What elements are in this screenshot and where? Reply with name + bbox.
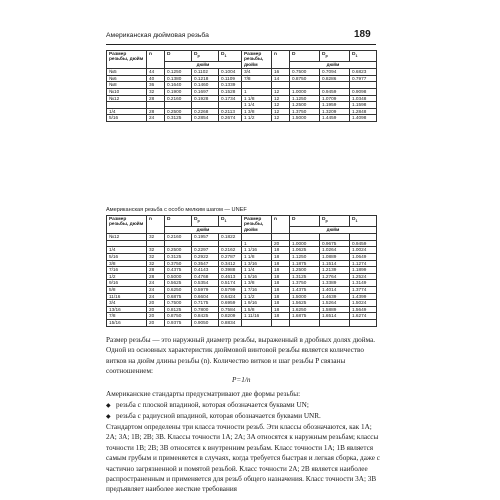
table-cell: 0.8425 (192, 313, 219, 320)
col-header-n-right: n (272, 216, 290, 234)
table-row (107, 75, 377, 82)
table-row (107, 115, 377, 122)
table-cell: 0.8286 (320, 75, 350, 82)
col-header-size: Размер резьбы, дюйм (107, 51, 147, 69)
table-cell: 18 (272, 306, 290, 313)
table-cell: 0.6250 (165, 286, 192, 293)
table-cell: 1.4375 (290, 286, 320, 293)
table-cell: 20 (147, 306, 165, 313)
table-cell: 32 (147, 254, 165, 261)
table-cell: 12 (272, 95, 290, 102)
table-cell: №8 (107, 82, 147, 89)
table-cell: 1 3/16 (242, 260, 272, 267)
table-row (107, 300, 377, 307)
table-cell (107, 240, 147, 247)
table-cell: 1.0348 (350, 95, 377, 102)
table-cell (147, 240, 165, 247)
table-cell: 1.5625 (290, 300, 320, 307)
table-cell: 0.9050 (192, 319, 219, 326)
table-cell (320, 82, 350, 89)
table-cell: 1.1514 (320, 260, 350, 267)
page-number: 189 (354, 29, 371, 40)
table-cell (350, 234, 377, 241)
bullet-diamond-icon: ◆ (106, 403, 111, 409)
table-cell: 0.8209 (219, 313, 242, 320)
table-cell: 1.3125 (290, 273, 320, 280)
table-cell: 0.1250 (165, 69, 192, 76)
table-row (107, 260, 377, 267)
table-cell: 0.1640 (165, 82, 192, 89)
table-cell: 7/8 (242, 75, 272, 82)
table-cell: 12 (272, 115, 290, 122)
table-row (107, 89, 377, 96)
table-cell: 1 11/16 (242, 313, 272, 320)
table-row (107, 247, 377, 254)
unit-label-right: дюйм (290, 61, 377, 69)
table-cell: 0.1697 (192, 89, 219, 96)
table-cell: 0.6424 (219, 293, 242, 300)
table-cell: 0.7800 (192, 306, 219, 313)
table-cell: 15/16 (107, 319, 147, 326)
table-cell: 0.6875 (165, 293, 192, 300)
table-cell (320, 319, 350, 326)
table-cell: 1.0264 (320, 247, 350, 254)
table-cell: 0.2787 (219, 254, 242, 261)
table-cell: 0.7500 (165, 300, 192, 307)
table-cell: 1.6250 (290, 306, 320, 313)
col-header-d1: $D_1$ (219, 51, 242, 62)
table-cell: 18 (272, 247, 290, 254)
table-cell: 28 (147, 273, 165, 280)
table-cell: 18 (272, 286, 290, 293)
table-cell: 1.1899 (350, 267, 377, 274)
table-cell (272, 319, 290, 326)
table-cell: 0.1339 (219, 82, 242, 89)
table-cell: 1 1/4 (242, 267, 272, 274)
table-cell: 28 (147, 108, 165, 115)
table-cell: 0.1900 (165, 89, 192, 96)
table-row (107, 254, 377, 261)
table-cell: 0.2500 (165, 108, 192, 115)
table-cell: 1.1875 (290, 260, 320, 267)
table-cell: 1 3/8 (242, 280, 272, 287)
table-cell: 1 (242, 240, 272, 247)
table-cell: 7/16 (107, 267, 147, 274)
table-cell: 1.2524 (350, 273, 377, 280)
table-cell: 0.3547 (192, 260, 219, 267)
paragraph-accuracy-classes: Стандартом определены три класса точности резьб. Эти классы обозначаются, как 1A; 2A; 3A; 1B; 2B; 3B. Классы точности 1A; 2A; 3A относятся к наружным резьбам; классы точности 1B; 2B; 3B относятся к внутренним резьбам. Класс точности 1A; 1B является самым грубым и применяется в случаях, когда требуется быстрая и легкая сборка, даже с частично загрязненной и помятой резьбой. Класс точности 2A; 2B является наиболее распространенным и применяется для резьб общего назначения. Класс точности 3A; 3B предъявляет наиболее жесткие требования (106, 423, 380, 494)
table-cell (350, 319, 377, 326)
table-cell: 1/4 (107, 108, 147, 115)
table-cell: 1.0000 (290, 89, 320, 96)
table-cell (165, 102, 192, 109)
table-row (107, 280, 377, 287)
table-cell: 0.2162 (219, 247, 242, 254)
table-cell: 3/8 (107, 260, 147, 267)
table-cell: 24 (147, 115, 165, 122)
table-cell: 1.0889 (320, 254, 350, 261)
table-cell (290, 319, 320, 326)
table-cell: 1.5000 (290, 115, 320, 122)
table-cell: 0.6823 (350, 69, 377, 76)
table-cell: 28 (147, 95, 165, 102)
table-row (107, 240, 377, 247)
table-cell: 1.4459 (320, 115, 350, 122)
table-cell: 0.2297 (192, 247, 219, 254)
table-cell: 1 3/8 (242, 108, 272, 115)
table-row (107, 293, 377, 300)
table-cell: 3/4 (107, 300, 147, 307)
table-cell: 1/4 (107, 247, 147, 254)
col-header-d1-right: $D_1$ (350, 216, 377, 227)
table-cell: 0.3750 (165, 260, 192, 267)
table-cell: 0.7175 (192, 300, 219, 307)
formula-pitch: P=1/n (232, 376, 251, 384)
table-row (107, 313, 377, 320)
table-cell: 0.9459 (350, 240, 377, 247)
table-cell: 1.5024 (350, 300, 377, 307)
table-cell (147, 102, 165, 109)
table-cell: 1.2139 (320, 267, 350, 274)
table-cell (290, 234, 320, 241)
table-cell: 1.0024 (350, 247, 377, 254)
table-cell: 24 (147, 280, 165, 287)
table-cell: 1.0709 (320, 95, 350, 102)
table-cell: 1 1/2 (242, 293, 272, 300)
table-cell: 0.2922 (192, 254, 219, 261)
table-cell: 0.1102 (192, 69, 219, 76)
table-cell: 0.2854 (192, 115, 219, 122)
table-cell: 0.2113 (219, 108, 242, 115)
table-cell: 1 1/4 (242, 102, 272, 109)
table-row (107, 95, 377, 102)
table-cell: №6 (107, 75, 147, 82)
table-cell: 0.3412 (219, 260, 242, 267)
table-cell: 40 (147, 75, 165, 82)
table-cell: 1.5264 (320, 300, 350, 307)
unit-label-right: дюйм (290, 226, 377, 234)
table-cell: 18 (272, 280, 290, 287)
table-cell (165, 240, 192, 247)
col-header-d-right: D (290, 216, 320, 227)
table-row (107, 102, 377, 109)
table-cell: 18 (272, 313, 290, 320)
table-cell: 1.6514 (320, 313, 350, 320)
table-cell: 0.5000 (165, 273, 192, 280)
table-cell: 20 (147, 300, 165, 307)
table-cell: 0.5174 (219, 280, 242, 287)
col-header-dp: $D_p$ (192, 216, 219, 227)
table-cell (290, 82, 320, 89)
col-header-d1: $D_1$ (219, 216, 242, 227)
table-cell: 0.4375 (165, 267, 192, 274)
table-cell: 0.9098 (350, 89, 377, 96)
table-cell: 1 7/16 (242, 286, 272, 293)
table-cell: 1.1250 (290, 254, 320, 261)
table-cell (242, 319, 272, 326)
running-title: Американская дюймовая резьба (106, 32, 209, 39)
table-cell (242, 82, 272, 89)
paragraph-thread-forms: Американские стандарты предусматривают две формы резьбы: (106, 390, 301, 398)
table-cell: 5/16 (107, 115, 147, 122)
table-cell: 32 (147, 260, 165, 267)
table-cell: 0.7977 (350, 75, 377, 82)
table-row (107, 108, 377, 115)
table-cell: 24 (147, 293, 165, 300)
bullet-diamond-icon: ◆ (106, 414, 111, 420)
table-cell: 1/2 (107, 273, 147, 280)
table-cell: 0.8125 (165, 306, 192, 313)
table-cell: 1.4098 (350, 115, 377, 122)
table-cell: 1 1/16 (242, 247, 272, 254)
table-cell: 18 (272, 300, 290, 307)
table-cell: 12 (272, 102, 290, 109)
thread-table-unc (106, 50, 377, 122)
col-header-n-right: n (272, 51, 290, 69)
table-cell: 0.5799 (219, 286, 242, 293)
table-cell: 36 (147, 82, 165, 89)
table-cell: 1.5649 (350, 306, 377, 313)
table-cell: 1 (242, 89, 272, 96)
table-cell: 18 (272, 273, 290, 280)
table-cell: 0.9675 (320, 240, 350, 247)
table-cell: 13/16 (107, 306, 147, 313)
table-cell: 0.6959 (219, 300, 242, 307)
table-cell: №12 (107, 95, 147, 102)
table-cell: 0.1528 (219, 89, 242, 96)
col-header-dp-right: $D_p$ (320, 216, 350, 227)
table-cell: 0.2160 (165, 234, 192, 241)
table-cell: 1 5/8 (242, 306, 272, 313)
table-cell (219, 240, 242, 247)
table-cell (192, 240, 219, 247)
table-cell: 1.4014 (320, 286, 350, 293)
table-cell: 0.7584 (219, 306, 242, 313)
table-cell: 0.3125 (165, 115, 192, 122)
table-cell: 1.5000 (290, 293, 320, 300)
unit-label: дюйм (165, 226, 242, 234)
table-cell: 1.1959 (320, 102, 350, 109)
table-cell: 32 (147, 234, 165, 241)
table-cell (192, 102, 219, 109)
table-cell: 1.2848 (350, 108, 377, 115)
table-row (107, 82, 377, 89)
page-header (106, 31, 376, 45)
table-cell: 16 (272, 69, 290, 76)
table-cell: 1 9/16 (242, 300, 272, 307)
table-cell: 18 (272, 267, 290, 274)
table-cell: 12 (272, 89, 290, 96)
table-cell: 7/8 (107, 313, 147, 320)
table-cell: 1.0000 (290, 240, 320, 247)
table-cell (272, 234, 290, 241)
table-cell: 20 (147, 319, 165, 326)
table-cell: 28 (147, 267, 165, 274)
table-cell: 1.2764 (320, 273, 350, 280)
table-cell: 0.4613 (219, 273, 242, 280)
col-header-dp-right: $D_p$ (320, 51, 350, 62)
table-cell: 18 (272, 293, 290, 300)
bullet-text: резьба с плоской впадиной, которая обозначается буквами UN; (116, 401, 309, 409)
table-cell: 5/16 (107, 254, 147, 261)
table-row (107, 286, 377, 293)
table-row (107, 234, 377, 241)
table-cell: 18 (272, 254, 290, 261)
table-cell: 1.3209 (320, 108, 350, 115)
table-cell: 3/4 (242, 69, 272, 76)
col-header-d1-right: $D_1$ (350, 51, 377, 62)
col-header-size-right: Размер резьбы, дюйм (242, 51, 272, 69)
col-header-dp: $D_p$ (192, 51, 219, 62)
col-header-d-right: D (290, 51, 320, 62)
table-cell: 0.5979 (192, 286, 219, 293)
col-header-n: n (147, 51, 165, 69)
col-header-size-right: Размер резьбы, дюйм (242, 216, 272, 234)
table-cell: 20 (147, 313, 165, 320)
table-cell: 12 (272, 108, 290, 115)
table-cell: 1.0649 (350, 254, 377, 261)
table-cell: 1.3750 (290, 280, 320, 287)
table-cell: 1.3149 (350, 280, 377, 287)
table-cell: 0.9375 (165, 319, 192, 326)
table-cell: 24 (147, 286, 165, 293)
col-header-n: n (147, 216, 165, 234)
table-cell: 0.1380 (165, 75, 192, 82)
table-cell (242, 234, 272, 241)
table-cell: 1 1/8 (242, 254, 272, 261)
table-cell (350, 82, 377, 89)
table-cell: 1.1274 (350, 260, 377, 267)
bullet-item-un (106, 400, 309, 411)
table-row (107, 69, 377, 76)
table-cell: 1.1250 (290, 95, 320, 102)
table-cell: 1.6875 (290, 313, 320, 320)
bullet-text: резьба с радиусной впадиной, которая обозначается буквами UNR. (116, 412, 321, 420)
table-cell: 5/8 (107, 286, 147, 293)
table-cell: 0.3988 (219, 267, 242, 274)
table-cell: 0.2674 (219, 115, 242, 122)
table-cell: 1 5/16 (242, 273, 272, 280)
paragraph-thread-size: Размер резьбы — это наружный диаметр резьбы, выраженный в дробных долях дюйма. Одной из основных характеристик дюймовой винтовой резьбы является количество витков на дюйм длины резьбы (n). Количество витков и шаг резьбы P связаны соотношением: (106, 336, 376, 376)
table-row (107, 306, 377, 313)
table-cell: 1.4639 (320, 293, 350, 300)
table-cell: 14 (272, 75, 290, 82)
table-cell: 1.3750 (290, 108, 320, 115)
table-cell: №10 (107, 89, 147, 96)
table-cell (320, 234, 350, 241)
bullet-item-unr (106, 411, 321, 422)
table-cell: 0.1004 (219, 69, 242, 76)
table-cell: 0.8750 (165, 313, 192, 320)
table-cell: 0.2500 (165, 247, 192, 254)
table-row (107, 267, 377, 274)
table-cell: 1.2500 (290, 267, 320, 274)
table-cell: 1.3774 (350, 286, 377, 293)
table-cell: 0.1928 (192, 95, 219, 102)
table-cell: 0.9459 (320, 89, 350, 96)
table-cell: 1 1/8 (242, 95, 272, 102)
table-cell: 1.0625 (290, 247, 320, 254)
table-cell: 0.5625 (165, 280, 192, 287)
table-cell: 0.8834 (219, 319, 242, 326)
table-cell: 20 (272, 240, 290, 247)
table-cell: 1.1598 (350, 102, 377, 109)
col-header-d: D (165, 51, 192, 62)
table-cell: 0.2268 (192, 108, 219, 115)
table-cell: 0.3125 (165, 254, 192, 261)
table-cell: 0.7094 (320, 69, 350, 76)
table-cell (107, 102, 147, 109)
table-cell: 1.2500 (290, 102, 320, 109)
table-cell (272, 82, 290, 89)
table-cell: 0.4143 (192, 267, 219, 274)
table-cell: 18 (272, 260, 290, 267)
table-cell: 32 (147, 247, 165, 254)
table-cell: 1.3389 (320, 280, 350, 287)
table-row (107, 273, 377, 280)
table-cell: 1.4399 (350, 293, 377, 300)
table-caption-unef: Американская резьба с особо мелким шагом — UNEF (106, 207, 247, 213)
table-cell (219, 102, 242, 109)
table-cell: 11/16 (107, 293, 147, 300)
table-cell: 44 (147, 69, 165, 76)
table-cell: 0.4768 (192, 273, 219, 280)
table-cell: 9/16 (107, 280, 147, 287)
table-cell: 1.5889 (320, 306, 350, 313)
table-cell: 0.7500 (290, 69, 320, 76)
table-cell: 0.1460 (192, 82, 219, 89)
table-cell: 0.6604 (192, 293, 219, 300)
table-cell: №5 (107, 69, 147, 76)
table-cell: 0.8750 (290, 75, 320, 82)
table-cell: 0.5354 (192, 280, 219, 287)
table-cell: 0.1822 (219, 234, 242, 241)
table-cell: 0.2160 (165, 95, 192, 102)
table-cell: 1.6274 (350, 313, 377, 320)
table-cell: 0.1109 (219, 75, 242, 82)
table-cell: 0.1957 (192, 234, 219, 241)
table-row (107, 319, 377, 326)
table-cell: 32 (147, 89, 165, 96)
table-cell: 0.1218 (192, 75, 219, 82)
table-cell: 1 1/2 (242, 115, 272, 122)
col-header-size: Размер резьбы, дюйм (107, 216, 147, 234)
table-cell: 0.1734 (219, 95, 242, 102)
unit-label: дюйм (165, 61, 242, 69)
thread-table-unef (106, 215, 377, 327)
col-header-d: D (165, 216, 192, 227)
table-cell: №12 (107, 234, 147, 241)
